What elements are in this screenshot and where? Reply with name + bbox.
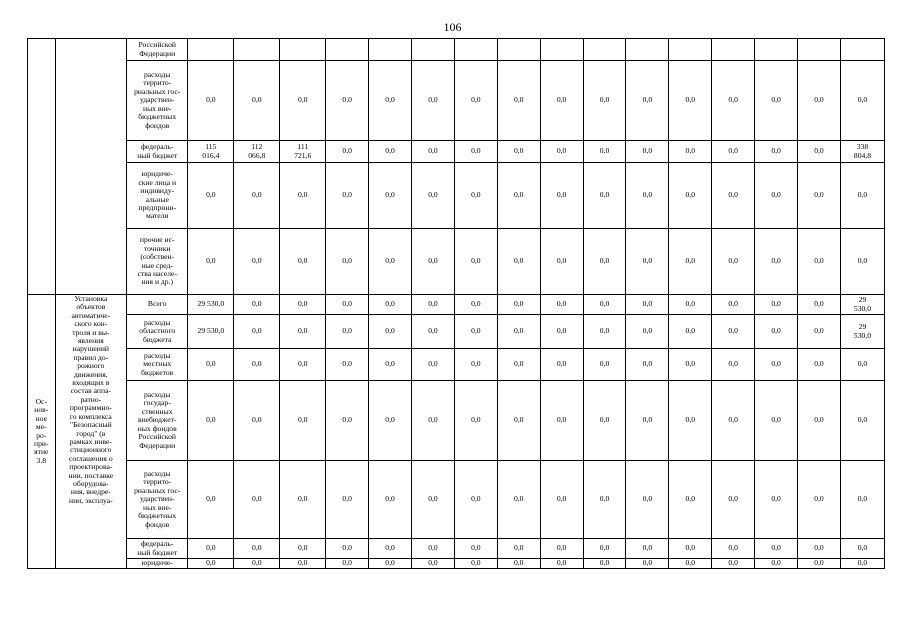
value-cell: 0,0 xyxy=(454,559,497,569)
value-cell: 0,0 xyxy=(712,295,755,315)
value-cell: 0,0 xyxy=(412,61,455,141)
value-cell: 0,0 xyxy=(326,381,369,461)
value-cell: 0,0 xyxy=(497,229,540,295)
value-cell: 0,0 xyxy=(454,349,497,381)
value-cell: 0,0 xyxy=(234,539,280,559)
value-cell: 0,0 xyxy=(326,295,369,315)
value-cell: 0,0 xyxy=(326,315,369,349)
value-cell: 0,0 xyxy=(626,229,669,295)
value-cell: 0,0 xyxy=(412,559,455,569)
value-cell: 0,0 xyxy=(326,349,369,381)
value-cell: 0,0 xyxy=(669,229,712,295)
value-cell: 0,0 xyxy=(669,349,712,381)
value-cell: 0,0 xyxy=(669,539,712,559)
value-cell: 0,0 xyxy=(540,141,583,163)
value-cell: 0,0 xyxy=(280,61,326,141)
value-cell: 0,0 xyxy=(540,163,583,229)
value-cell: 0,0 xyxy=(280,295,326,315)
value-cell: 0,0 xyxy=(454,163,497,229)
table-row xyxy=(28,39,885,61)
value-cell: 0,0 xyxy=(280,539,326,559)
funding-source-cell: расходы террито- риальных гос- ударствен- ных вне- бюджетных фондов xyxy=(127,461,188,539)
value-cell: 0,0 xyxy=(454,381,497,461)
value-cell: 115 016,4 xyxy=(188,141,234,163)
value-cell: 0,0 xyxy=(840,229,884,295)
value-cell: 0,0 xyxy=(540,349,583,381)
value-cell: 0,0 xyxy=(583,61,626,141)
value-cell xyxy=(280,39,326,61)
value-cell: 0,0 xyxy=(712,61,755,141)
value-cell: 0,0 xyxy=(326,141,369,163)
value-cell: 0,0 xyxy=(280,349,326,381)
value-cell: 0,0 xyxy=(497,539,540,559)
value-cell: 0,0 xyxy=(626,163,669,229)
value-cell: 0,0 xyxy=(755,295,798,315)
value-cell: 0,0 xyxy=(369,559,412,569)
value-cell: 0,0 xyxy=(840,381,884,461)
value-cell: 0,0 xyxy=(188,349,234,381)
measure-description-cell: Установка объектов автоматиче- ского кон- троля и вы- явления нарушений правил до- рожного движения, входящих в состав аппа- ратно- программно- го комплекса "Безопасный город" (в рамках инве- стиционного соглашения о проектирова- нии, поставке оборудова- ния, внедре- нии, эксплуа- xyxy=(55,295,127,569)
value-cell: 0,0 xyxy=(497,349,540,381)
value-cell: 0,0 xyxy=(840,461,884,539)
page-number: 106 xyxy=(443,20,462,34)
value-cell: 0,0 xyxy=(454,315,497,349)
value-cell: 0,0 xyxy=(369,349,412,381)
value-cell: 111 721,6 xyxy=(280,141,326,163)
value-cell: 0,0 xyxy=(454,229,497,295)
value-cell: 0,0 xyxy=(497,163,540,229)
value-cell: 0,0 xyxy=(326,163,369,229)
value-cell xyxy=(755,39,798,61)
value-cell: 0,0 xyxy=(497,315,540,349)
value-cell: 0,0 xyxy=(497,381,540,461)
value-cell xyxy=(326,39,369,61)
value-cell: 0,0 xyxy=(626,381,669,461)
value-cell xyxy=(497,39,540,61)
measure-label-cell: Ос- нов- ное ме- ро- при- ятие 3.8 xyxy=(28,295,56,569)
value-cell: 0,0 xyxy=(798,229,841,295)
funding-source-cell: расходы областного бюджета xyxy=(127,315,188,349)
value-cell: 0,0 xyxy=(669,141,712,163)
value-cell xyxy=(712,39,755,61)
value-cell: 0,0 xyxy=(326,539,369,559)
value-cell: 0,0 xyxy=(234,559,280,569)
value-cell: 0,0 xyxy=(798,141,841,163)
value-cell: 0,0 xyxy=(798,163,841,229)
value-cell: 0,0 xyxy=(540,295,583,315)
value-cell: 0,0 xyxy=(326,461,369,539)
value-cell: 0,0 xyxy=(626,61,669,141)
value-cell: 0,0 xyxy=(412,141,455,163)
value-cell: 0,0 xyxy=(798,381,841,461)
value-cell: 0,0 xyxy=(234,61,280,141)
value-cell: 0,0 xyxy=(497,559,540,569)
value-cell: 0,0 xyxy=(798,315,841,349)
table-row xyxy=(28,539,885,559)
value-cell: 0,0 xyxy=(712,229,755,295)
value-cell: 0,0 xyxy=(234,381,280,461)
value-cell: 0,0 xyxy=(188,229,234,295)
table-row xyxy=(28,229,885,295)
value-cell: 0,0 xyxy=(454,539,497,559)
value-cell: 0,0 xyxy=(188,461,234,539)
funding-source-cell: федераль- ный бюджет xyxy=(127,141,188,163)
value-cell: 0,0 xyxy=(669,381,712,461)
table-row xyxy=(28,61,885,141)
value-cell: 0,0 xyxy=(840,559,884,569)
value-cell: 0,0 xyxy=(280,461,326,539)
table-row xyxy=(28,349,885,381)
value-cell: 0,0 xyxy=(412,539,455,559)
value-cell: 0,0 xyxy=(626,141,669,163)
value-cell xyxy=(583,39,626,61)
value-cell: 0,0 xyxy=(412,349,455,381)
value-cell: 0,0 xyxy=(540,381,583,461)
value-cell: 29 530,0 xyxy=(840,295,884,315)
value-cell: 0,0 xyxy=(540,229,583,295)
value-cell: 0,0 xyxy=(454,295,497,315)
value-cell: 0,0 xyxy=(188,559,234,569)
value-cell: 0,0 xyxy=(755,315,798,349)
table-row xyxy=(28,315,885,349)
value-cell: 0,0 xyxy=(234,461,280,539)
value-cell: 112 066,8 xyxy=(234,141,280,163)
value-cell: 0,0 xyxy=(798,461,841,539)
value-cell xyxy=(798,39,841,61)
value-cell: 0,0 xyxy=(840,163,884,229)
value-cell: 0,0 xyxy=(369,381,412,461)
value-cell xyxy=(188,39,234,61)
value-cell: 0,0 xyxy=(669,163,712,229)
value-cell: 0,0 xyxy=(497,61,540,141)
value-cell: 0,0 xyxy=(755,229,798,295)
value-cell: 0,0 xyxy=(412,295,455,315)
value-cell: 0,0 xyxy=(755,163,798,229)
value-cell xyxy=(669,39,712,61)
value-cell: 0,0 xyxy=(280,381,326,461)
value-cell: 0,0 xyxy=(840,349,884,381)
value-cell: 0,0 xyxy=(454,141,497,163)
value-cell: 0,0 xyxy=(369,315,412,349)
value-cell: 0,0 xyxy=(583,295,626,315)
value-cell: 0,0 xyxy=(280,559,326,569)
value-cell: 0,0 xyxy=(798,349,841,381)
value-cell: 0,0 xyxy=(755,141,798,163)
value-cell: 0,0 xyxy=(369,295,412,315)
value-cell: 0,0 xyxy=(583,381,626,461)
value-cell: 0,0 xyxy=(626,559,669,569)
value-cell: 338 804,8 xyxy=(840,141,884,163)
value-cell: 0,0 xyxy=(798,295,841,315)
value-cell: 0,0 xyxy=(540,315,583,349)
table-row xyxy=(28,381,885,461)
value-cell: 0,0 xyxy=(234,163,280,229)
value-cell: 0,0 xyxy=(669,315,712,349)
value-cell: 0,0 xyxy=(798,559,841,569)
value-cell xyxy=(454,39,497,61)
value-cell: 0,0 xyxy=(583,163,626,229)
value-cell: 0,0 xyxy=(840,539,884,559)
value-cell: 0,0 xyxy=(369,461,412,539)
value-cell: 0,0 xyxy=(626,295,669,315)
value-cell: 0,0 xyxy=(369,61,412,141)
value-cell xyxy=(234,39,280,61)
value-cell: 0,0 xyxy=(540,559,583,569)
value-cell: 0,0 xyxy=(840,61,884,141)
value-cell: 0,0 xyxy=(369,141,412,163)
value-cell: 0,0 xyxy=(280,163,326,229)
value-cell: 0,0 xyxy=(369,229,412,295)
funding-source-cell: Всего xyxy=(127,295,188,315)
value-cell xyxy=(540,39,583,61)
funding-source-cell: юридиче- xyxy=(127,559,188,569)
value-cell: 0,0 xyxy=(369,163,412,229)
value-cell: 0,0 xyxy=(540,61,583,141)
value-cell: 0,0 xyxy=(712,141,755,163)
table-row xyxy=(28,163,885,229)
funding-source-cell: расходы террито- риальных гос- ударствен- ных вне- бюджетных фондов xyxy=(127,61,188,141)
value-cell: 0,0 xyxy=(755,61,798,141)
table-row xyxy=(28,295,885,315)
value-cell: 0,0 xyxy=(412,381,455,461)
funding-source-cell: федераль- ный бюджет xyxy=(127,539,188,559)
value-cell: 0,0 xyxy=(454,461,497,539)
value-cell: 29 530,0 xyxy=(840,315,884,349)
funding-source-cell: расходы местных бюджетов xyxy=(127,349,188,381)
value-cell: 0,0 xyxy=(369,539,412,559)
value-cell: 0,0 xyxy=(583,461,626,539)
value-cell: 0,0 xyxy=(583,349,626,381)
value-cell: 0,0 xyxy=(712,559,755,569)
value-cell: 0,0 xyxy=(497,295,540,315)
value-cell: 0,0 xyxy=(583,229,626,295)
value-cell: 0,0 xyxy=(755,539,798,559)
value-cell: 0,0 xyxy=(798,61,841,141)
value-cell: 0,0 xyxy=(712,315,755,349)
value-cell: 0,0 xyxy=(280,315,326,349)
value-cell: 0,0 xyxy=(234,229,280,295)
value-cell: 0,0 xyxy=(669,295,712,315)
value-cell: 0,0 xyxy=(755,349,798,381)
value-cell: 0,0 xyxy=(234,315,280,349)
value-cell: 0,0 xyxy=(712,349,755,381)
value-cell: 0,0 xyxy=(412,163,455,229)
value-cell: 0,0 xyxy=(188,163,234,229)
value-cell: 0,0 xyxy=(412,315,455,349)
value-cell: 0,0 xyxy=(626,349,669,381)
budget-table xyxy=(27,38,885,569)
value-cell: 0,0 xyxy=(540,461,583,539)
value-cell: 0,0 xyxy=(188,61,234,141)
measure-label-cell xyxy=(28,39,56,295)
value-cell: 0,0 xyxy=(280,229,326,295)
value-cell: 0,0 xyxy=(712,461,755,539)
value-cell: 0,0 xyxy=(454,61,497,141)
value-cell: 29 530,0 xyxy=(188,315,234,349)
table-row xyxy=(28,461,885,539)
value-cell: 0,0 xyxy=(669,461,712,539)
value-cell: 0,0 xyxy=(626,315,669,349)
value-cell: 0,0 xyxy=(188,381,234,461)
value-cell: 0,0 xyxy=(583,141,626,163)
value-cell: 0,0 xyxy=(712,163,755,229)
value-cell: 0,0 xyxy=(583,539,626,559)
value-cell: 0,0 xyxy=(326,559,369,569)
value-cell: 0,0 xyxy=(798,539,841,559)
value-cell: 0,0 xyxy=(583,559,626,569)
value-cell: 0,0 xyxy=(412,229,455,295)
value-cell: 29 530,0 xyxy=(188,295,234,315)
funding-source-cell: расходы государ- ственных внебюджет- ных фондов Российской Федерации xyxy=(127,381,188,461)
value-cell: 0,0 xyxy=(712,539,755,559)
measure-description-cell xyxy=(55,39,127,295)
value-cell: 0,0 xyxy=(326,229,369,295)
value-cell: 0,0 xyxy=(626,539,669,559)
value-cell: 0,0 xyxy=(234,295,280,315)
value-cell: 0,0 xyxy=(583,315,626,349)
value-cell xyxy=(412,39,455,61)
funding-source-cell: юридиче- ские лица и индивиду- альные предприни- матели xyxy=(127,163,188,229)
value-cell: 0,0 xyxy=(626,461,669,539)
funding-source-cell: прочие ис- точники (собствен- ные сред- ства населе- ния и др.) xyxy=(127,229,188,295)
value-cell: 0,0 xyxy=(234,349,280,381)
value-cell: 0,0 xyxy=(326,61,369,141)
table-row xyxy=(28,559,885,569)
value-cell: 0,0 xyxy=(412,461,455,539)
funding-source-cell: Российской Федерации xyxy=(127,39,188,61)
value-cell: 0,0 xyxy=(755,559,798,569)
value-cell: 0,0 xyxy=(755,461,798,539)
value-cell xyxy=(369,39,412,61)
value-cell: 0,0 xyxy=(755,381,798,461)
value-cell: 0,0 xyxy=(188,539,234,559)
value-cell: 0,0 xyxy=(669,61,712,141)
value-cell: 0,0 xyxy=(712,381,755,461)
value-cell: 0,0 xyxy=(497,461,540,539)
value-cell: 0,0 xyxy=(669,559,712,569)
value-cell xyxy=(626,39,669,61)
value-cell: 0,0 xyxy=(497,141,540,163)
value-cell: 0,0 xyxy=(540,539,583,559)
table-row xyxy=(28,141,885,163)
value-cell xyxy=(840,39,884,61)
